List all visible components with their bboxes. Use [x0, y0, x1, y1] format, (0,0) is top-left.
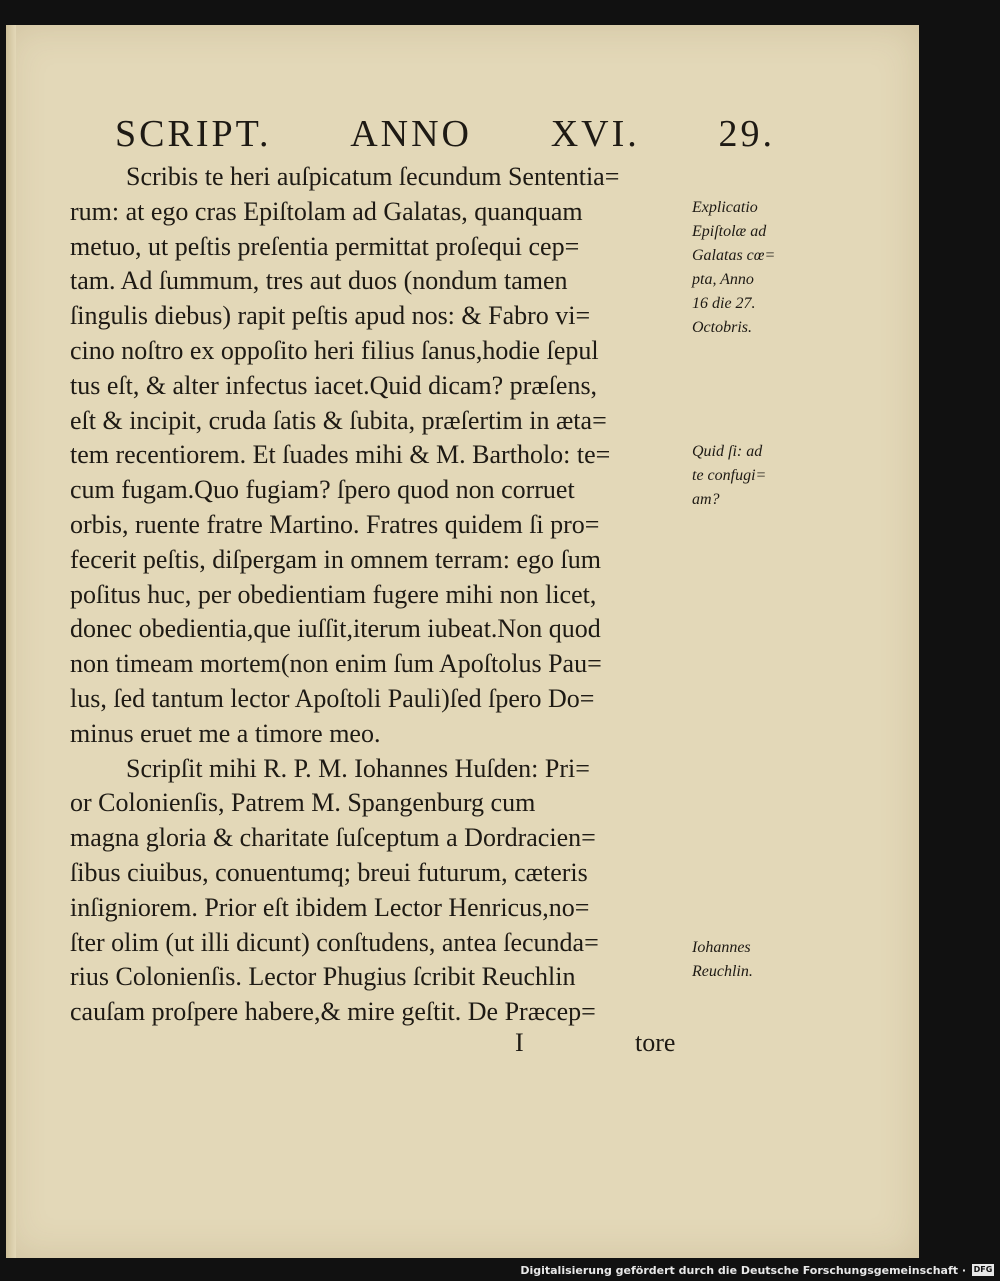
text-line: magna gloria & charitate ſuſceptum a Dordracien=	[70, 823, 596, 853]
margin-note-line: 16 die 27.	[692, 295, 756, 312]
text-line: non timeam mortem(non enim ſum Apoſtolus Pau=	[70, 649, 602, 679]
margin-note-line: am?	[692, 491, 720, 508]
text-line: minus eruet me a timore meo.	[70, 718, 381, 748]
margin-note-reuchlin	[692, 936, 802, 984]
text-line: or Colonienſis, Patrem M. Spangenburg cum	[70, 788, 536, 818]
margin-note-quid-si	[692, 440, 802, 512]
text-line: cauſam proſpere habere,& mire geſtit. De Præcep=	[70, 997, 596, 1027]
margin-note-line: Quid ſi: ad	[692, 443, 763, 460]
running-head-right: XVI.	[550, 113, 640, 155]
margin-note-line: Epiſtolæ ad	[692, 223, 767, 240]
text-line: donec obedientia,que iuſſit,iterum iubeat.Non quod	[70, 614, 601, 644]
text-line: fecerit peſtis, diſpergam in omnem terram: ego ſum	[70, 544, 601, 574]
signature-mark: I	[515, 1028, 524, 1057]
running-head-middle: ANNO	[350, 113, 473, 155]
margin-note-line: Explicatio	[692, 199, 758, 216]
text-line: metuo, ut peſtis preſentia permittat proſequi cep=	[70, 231, 580, 261]
margin-note-line: Iohannes	[692, 939, 751, 956]
text-line: cino noſtro ex oppoſito heri filius ſanus,hodie ſepul	[70, 335, 599, 365]
text-line: lus, ſed tantum lector Apoſtoli Pauli)ſed ſpero Do=	[70, 683, 595, 713]
body-text	[70, 160, 690, 1030]
footer	[520, 1261, 994, 1279]
running-head	[115, 112, 775, 156]
text-line: tus eſt, & alter infectus iacet.Quid dicam? præſens,	[70, 370, 598, 400]
text-line: ſter olim (ut illi dicunt) conſtudens, antea ſecunda=	[70, 927, 599, 957]
text-line: Scripſit mihi R. P. M. Iohannes Huſden: Pri=	[126, 753, 590, 783]
text-line: ſingulis diebus) rapit peſtis apud nos: & Fabro vi=	[70, 301, 591, 331]
text-line: inſigniorem. Prior eſt ibidem Lector Henricus,no=	[70, 892, 590, 922]
running-head-left: SCRIPT.	[115, 113, 272, 155]
text-line: cum fugam.Quo fugiam? ſpero quod non corruet	[70, 475, 575, 505]
text-line: tem recentiorem. Et ſuades mihi & M. Bartholo: te=	[70, 440, 611, 470]
margin-note-line: pta, Anno	[692, 271, 754, 288]
margin-note-line: te confugi=	[692, 467, 767, 484]
footer-text: Digitalisierung gefördert durch die Deutsche Forschungsgemeinschaft ·	[520, 1263, 966, 1277]
text-line: orbis, ruente fratre Martino. Fratres quidem ſi pro=	[70, 509, 600, 539]
catchword: tore	[635, 1028, 676, 1057]
text-line: eſt & incipit, cruda ſatis & ſubita, præſertim in æta=	[70, 405, 607, 435]
text-line: ſibus ciuibus, conuentumq; breui futurum, cæteris	[70, 857, 588, 887]
margin-note-line: Reuchlin.	[692, 963, 753, 980]
text-line: rum: at ego cras Epiſtolam ad Galatas, quanquam	[70, 196, 583, 226]
text-line: rius Colonienſis. Lector Phugius ſcribit Reuchlin	[70, 962, 576, 992]
page-edge	[6, 25, 16, 1258]
text-line: tam. Ad ſummum, tres aut duos (nondum tamen	[70, 266, 568, 296]
margin-note-line: Octobris.	[692, 319, 752, 336]
margin-note-explicatio	[692, 196, 802, 340]
page-number: 29.	[718, 113, 775, 155]
text-line: poſitus huc, per obedientiam fugere mihi non licet,	[70, 579, 597, 609]
dfg-logo-icon: DFG	[973, 1265, 993, 1274]
margin-note-line: Galatas cœ=	[692, 247, 776, 264]
text-line: Scribis te heri auſpicatum ſecundum Sententia=	[126, 162, 620, 191]
